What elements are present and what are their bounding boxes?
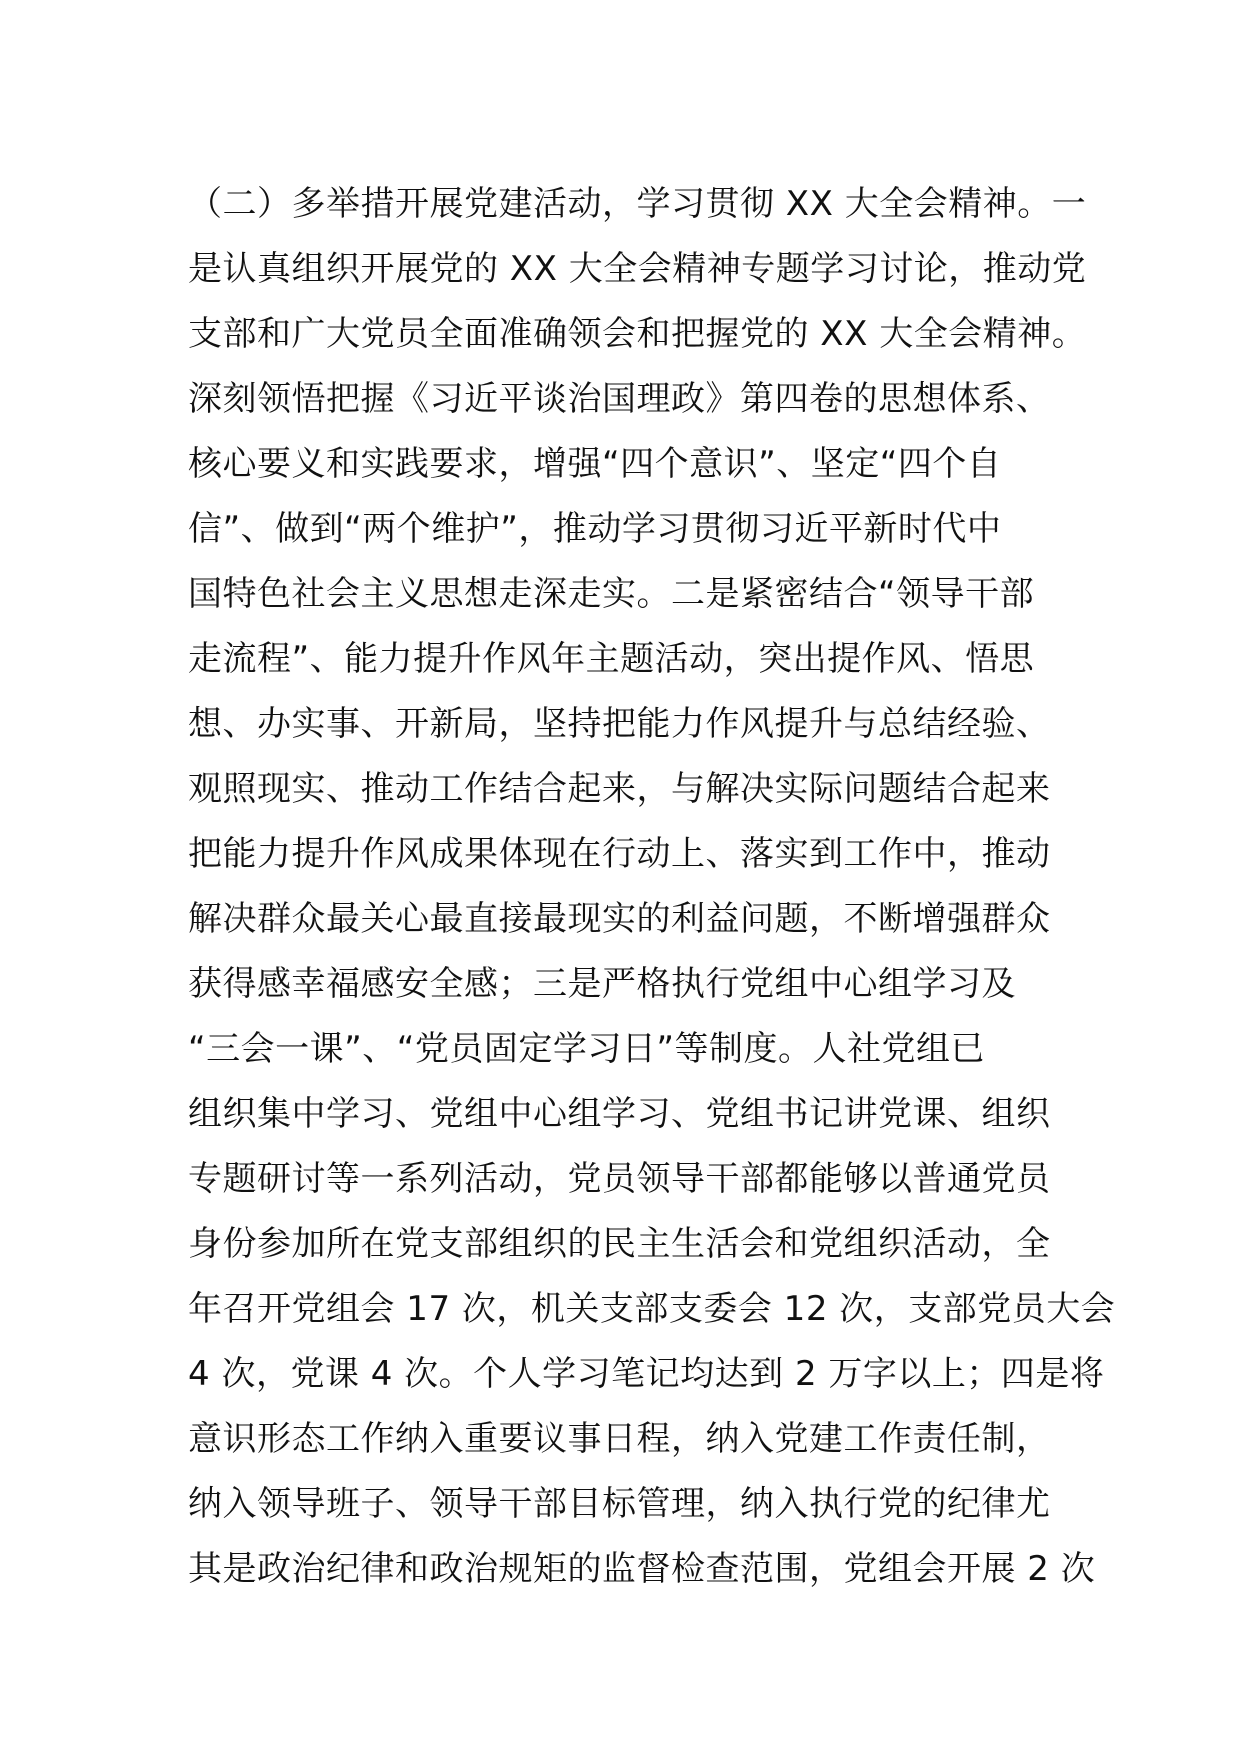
paragraph-line: （二）多举措开展党建活动，学习贯彻 XX 大全会精神。一 [188,184,1087,224]
paragraph-line: 想、办实事、开新局，坚持把能力作风提升与总结经验、 [188,704,1051,744]
paragraph-line: 纳入领导班子、领导干部目标管理，纳入执行党的纪律尤 [188,1484,1051,1524]
paragraph-line: 是认真组织开展党的 XX 大全会精神专题学习讨论，推动党 [188,249,1087,289]
paragraph-line: 意识形态工作纳入重要议事日程，纳入党建工作责任制， [188,1419,1051,1459]
paragraph-line: 其是政治纪律和政治规矩的监督检查范围，党组会开展 2 次 [188,1549,1096,1589]
paragraph-line: 年召开党组会 17 次，机关支部支委会 12 次，支部党员大会 [188,1289,1116,1329]
paragraph-line: 身份参加所在党支部组织的民主生活会和党组织活动，全 [188,1224,1051,1264]
paragraph-line: 深刻领悟把握《习近平谈治国理政》第四卷的思想体系、 [188,379,1051,419]
paragraph-line: 国特色社会主义思想走深走实。二是紧密结合“领导干部 [188,574,1035,614]
paragraph-line: 走流程”、能力提升作风年主题活动，突出提作风、悟思 [188,639,1035,679]
paragraph-line: 把能力提升作风成果体现在行动上、落实到工作中，推动 [188,834,1051,874]
paragraph-line: “三会一课”、“党员固定学习日”等制度。人社党组已 [188,1029,985,1069]
paragraph-line: 解决群众最关心最直接最现实的利益问题，不断增强群众 [188,899,1051,939]
paragraph-line: 获得感幸福感安全感；三是严格执行党组中心组学习及 [188,964,1016,1004]
paragraph-line: 支部和广大党员全面准确领会和把握党的 XX 大全会精神。 [188,314,1087,354]
paragraph-line: 组织集中学习、党组中心组学习、党组书记讲党课、组织 [188,1094,1051,1134]
paragraph-line: 信”、做到“两个维护”，推动学习贯彻习近平新时代中 [188,509,1002,549]
body-paragraph [188,172,1116,1602]
paragraph-line: 核心要义和实践要求，增强“四个意识”、坚定“四个自 [188,444,1002,484]
paragraph-line: 4 次，党课 4 次。个人学习笔记均达到 2 万字以上；四是将 [188,1354,1105,1394]
paragraph-line: 专题研讨等一系列活动，党员领导干部都能够以普通党员 [188,1159,1051,1199]
paragraph-line: 观照现实、推动工作结合起来，与解决实际问题结合起来 [188,769,1051,809]
